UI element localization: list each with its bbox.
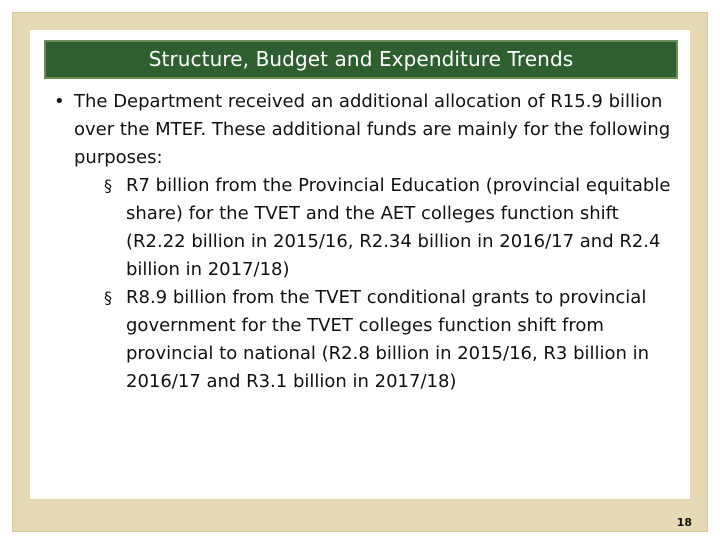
section-marker-icon: § <box>104 288 112 307</box>
sub-bullet-text: R8.9 billion from the TVET conditional grants to provincial government for the TVET colleges function shift from provincial to national (R2.8 billion in 2015/16, R3 billion in 2016/17 and R3.1 billion in 2017/18) <box>126 287 650 392</box>
sub-bullet-item <box>104 172 674 284</box>
sub-bullet-item <box>104 284 674 396</box>
page-number: 18 <box>676 516 692 529</box>
main-bullet <box>54 88 674 172</box>
bullet-marker-icon: • <box>54 91 65 112</box>
section-marker-icon: § <box>104 176 112 195</box>
slide-title: Structure, Budget and Expenditure Trends <box>44 40 678 79</box>
slide-content <box>54 88 674 396</box>
sub-bullet-list <box>54 172 674 396</box>
sub-bullet-text: R7 billion from the Provincial Education (provincial equitable share) for the TVET and the AET colleges function shift (R2.22 billion in 2015/16, R2.34 billion in 2016/17 and R2.4 billion in 2017/18) <box>126 175 671 280</box>
main-bullet-text: The Department received an additional allocation of R15.9 billion over the MTEF. These additional funds are mainly for the following purposes: <box>74 91 671 168</box>
